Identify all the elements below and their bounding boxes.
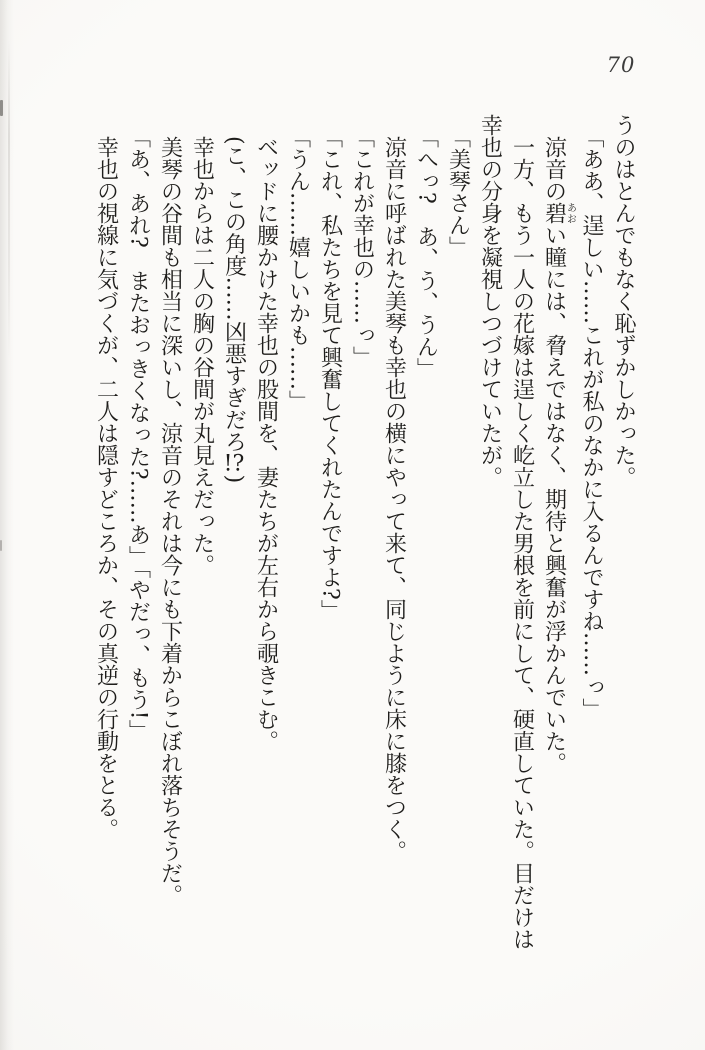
text-line: 「へっ? あ、う、うん」 [413, 126, 439, 380]
text-line: 「これが幸也の……っ」 [349, 126, 375, 369]
text-line: 「あ、あれ? またおっきくなった?……あ」「やだっ、もう!」 [125, 126, 151, 742]
text-line: 「美琴さん」 [445, 126, 471, 259]
text-line: (こ、この角度……凶悪すぎだろ!?) [221, 136, 247, 484]
text-line: 涼音の碧あおい瞳には、脅えではなく、期待と興奮が浮かんでいた。 [541, 136, 576, 774]
text-line: 一方、もう一人の花嫁は逞しく屹立した男根を前にして、硬直していた。目だけは [509, 136, 535, 950]
text-block [90, 114, 640, 966]
text-line: ベッドに腰かけた幸也の股間を、妻たちが左右から覗きこむ。 [253, 136, 279, 752]
text-line: 「うん……嬉しいかも……」 [285, 126, 311, 413]
text-line: 幸也からは二人の胸の谷間が丸見えだった。 [189, 136, 215, 576]
text-line: 「ああ、逞しい……これが私のなかに入るんですね……っ」 [579, 126, 604, 721]
text-line: 「これ、私たちを見て興奮してくれたんですよ?」 [317, 126, 343, 622]
text-line: 涼音に呼ばれた美琴も幸也の横にやって来て、同じように床に膝をつく。 [381, 136, 407, 862]
text-line: 美琴の谷間も相当に深いし、涼音のそれは今にも下着からこぼれ落ちそうだ。 [157, 136, 183, 906]
text-line: 幸也の分身を凝視しつづけていたが。 [477, 114, 503, 488]
text-line: うのはとんでもなく恥ずかしかった。 [611, 114, 636, 488]
scan-edge-streak [8, 40, 10, 360]
ruby-annotated-word: 碧あお [541, 202, 576, 224]
scan-edge-mark [0, 100, 3, 116]
scan-edge-shade [0, 0, 14, 1050]
page-number: 70 [606, 53, 636, 77]
tate-chu-yoko: !? [223, 452, 245, 475]
scan-edge-mark [0, 540, 2, 551]
text-line: 幸也の視線に気づくが、二人は隠すどころか、その真逆の行動をとる。 [93, 136, 119, 840]
